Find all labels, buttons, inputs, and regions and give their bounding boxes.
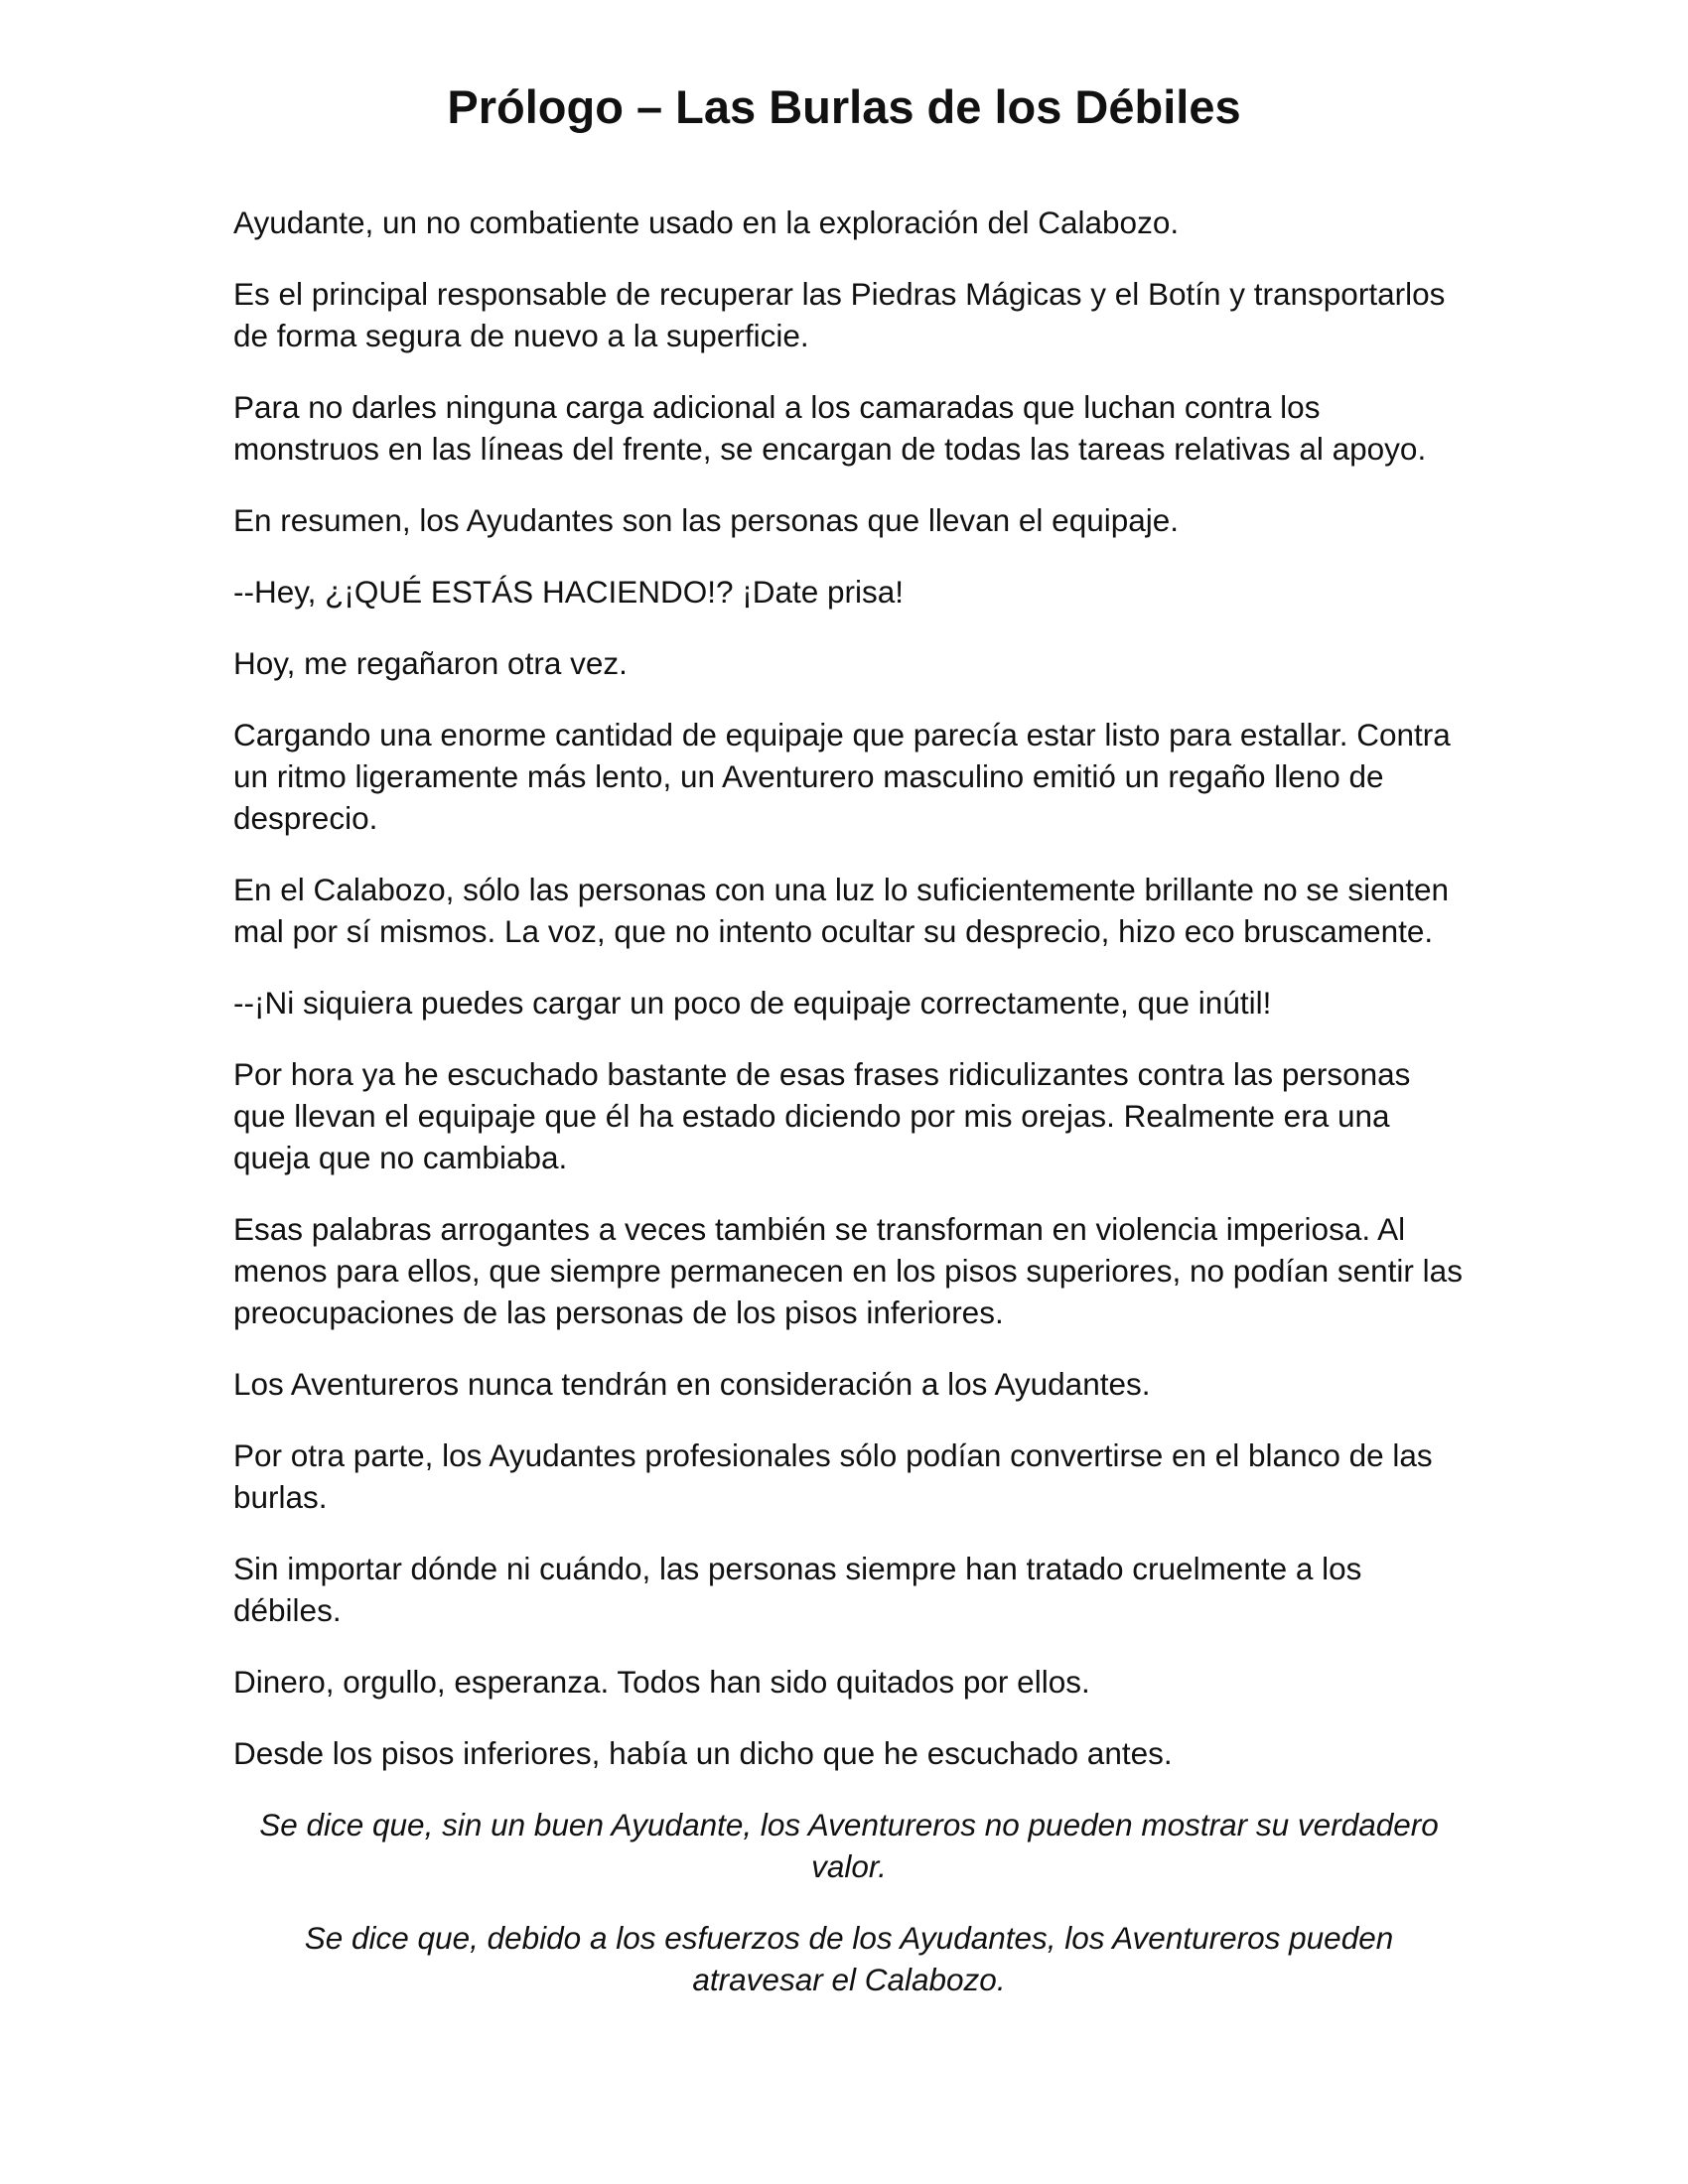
dialogue-line: --Hey, ¿¡QUÉ ESTÁS HACIENDO!? ¡Date prisa! [233,574,905,610]
paragraph: Esas palabras arrogantes a veces también se transforman en violencia imperiosa. Al menos para ellos, que siempre permanecen en los pisos superiores, no podían sentir las preocupaciones de las personas de los pisos inferiores. [233,1211,1463,1330]
paragraph: En el Calabozo, sólo las personas con una luz lo suficientemente brillante no se sienten mal por sí mismos. La voz, que no intento ocultar su desprecio, hizo eco bruscamente. [233,872,1449,949]
paragraph: Dinero, orgullo, esperanza. Todos han sido quitados por ellos. [233,1664,1090,1700]
chapter-body [233,202,1465,2030]
paragraph: Desde los pisos inferiores, había un dicho que he escuchado antes. [233,1735,1173,1771]
chapter-title: Prólogo – Las Burlas de los Débiles [447,80,1241,133]
paragraph: Por hora ya he escuchado bastante de esas frases ridiculizantes contra las personas que llevan el equipaje que él ha estado diciendo por mis orejas. Realmente era una queja que no cambiaba. [233,1056,1411,1175]
dialogue-line: --¡Ni siquiera puedes cargar un poco de equipaje correctamente, que inútil! [233,985,1272,1021]
italic-quote: Se dice que, sin un buen Ayudante, los Aventureros no pueden mostrar su verdadero valor. [259,1807,1439,1884]
italic-quote: Se dice que, debido a los esfuerzos de los Ayudantes, los Aventureros pueden atravesar el Calabozo. [304,1920,1394,1997]
paragraph: Cargando una enorme cantidad de equipaje que parecía estar listo para estallar. Contra un ritmo ligeramente más lento, un Aventurero masculino emitió un regaño lleno de desprecio. [233,717,1451,836]
paragraph: Es el principal responsable de recuperar las Piedras Mágicas y el Botín y transportarlos de forma segura de nuevo a la superficie. [233,276,1446,353]
paragraph: Los Aventureros nunca tendrán en consideración a los Ayudantes. [233,1366,1151,1402]
paragraph: En resumen, los Ayudantes son las personas que llevan el equipaje. [233,502,1180,538]
paragraph: Por otra parte, los Ayudantes profesionales sólo podían convertirse en el blanco de las burlas. [233,1437,1433,1515]
paragraph: Ayudante, un no combatiente usado en la exploración del Calabozo. [233,205,1180,240]
paragraph: Hoy, me regañaron otra vez. [233,645,628,681]
paragraph: Para no darles ninguna carga adicional a los camaradas que luchan contra los monstruos en las líneas del frente, se encargan de todas las tareas relativas al apoyo. [233,389,1427,467]
paragraph: Sin importar dónde ni cuándo, las personas siempre han tratado cruelmente a los débiles. [233,1551,1362,1628]
